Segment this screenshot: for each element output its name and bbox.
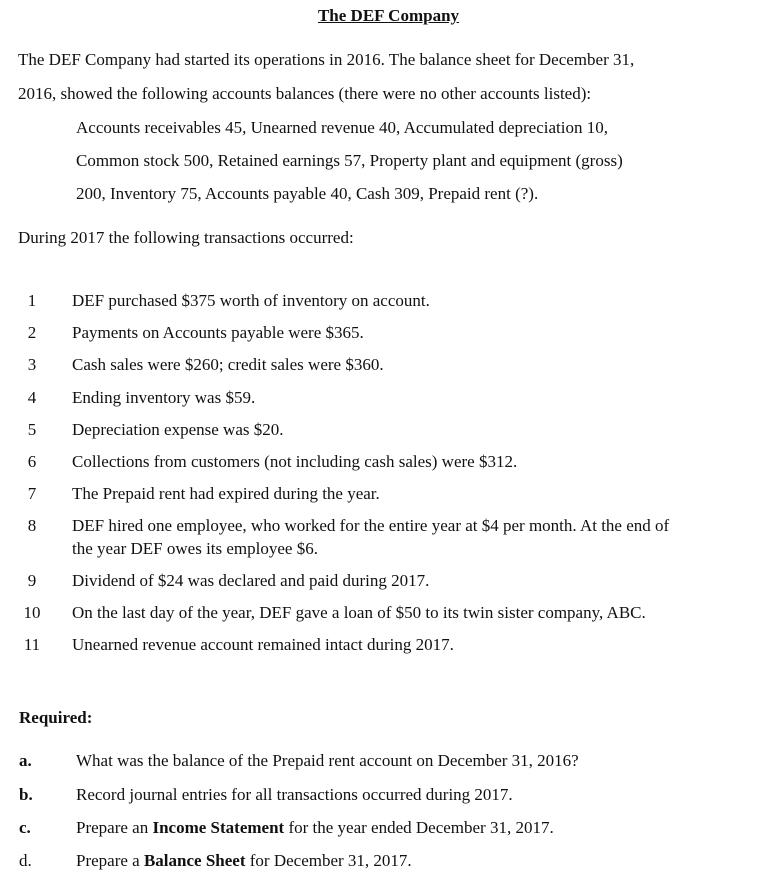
required-text-pre: Prepare a — [76, 851, 144, 870]
balances-line-1: Accounts receivables 45, Unearned revenue 40, Accumulated depreciation 10, — [76, 118, 608, 137]
transaction-text: Payments on Accounts payable were $365. — [72, 323, 364, 342]
document-title: The DEF Company — [317, 6, 460, 25]
transaction-text: DEF purchased $375 worth of inventory on account. — [72, 291, 430, 310]
required-text: Record journal entries for all transactions occurred during 2017. — [76, 785, 513, 804]
transaction-number: 7 — [27, 484, 37, 503]
transaction-number: 11 — [23, 635, 41, 654]
transaction-text: Collections from customers (not including cash sales) were $312. — [72, 452, 518, 471]
transaction-text: DEF hired one employee, who worked for the entire year at $4 per month. At the end of — [72, 516, 670, 535]
transaction-number: 8 — [27, 516, 37, 535]
transaction-number: 6 — [27, 452, 37, 471]
transaction-number: 2 — [27, 323, 37, 342]
intro-line-1: The DEF Company had started its operations in 2016. The balance sheet for December 31, — [18, 50, 635, 69]
required-label: a. — [19, 751, 32, 770]
required-text: What was the balance of the Prepaid rent account on December 31, 2016? — [76, 751, 579, 770]
transaction-text: Unearned revenue account remained intact during 2017. — [72, 635, 454, 654]
intro-line-2: 2016, showed the following accounts balances (there were no other accounts listed): — [18, 84, 592, 103]
balances-line-3: 200, Inventory 75, Accounts payable 40, Cash 309, Prepaid rent (?). — [76, 184, 539, 203]
required-text-pre: Prepare an — [76, 818, 153, 837]
income-statement-term: Income Statement — [152, 818, 285, 837]
required-label: d. — [19, 851, 32, 870]
required-text-post: for the year ended December 31, 2017. — [284, 818, 554, 837]
transaction-number: 1 — [27, 291, 37, 310]
transaction-text: Ending inventory was $59. — [72, 388, 256, 407]
transaction-number: 10 — [23, 603, 41, 622]
balance-sheet-term: Balance Sheet — [143, 851, 246, 870]
transactions-intro: During 2017 the following transactions occurred: — [18, 228, 354, 247]
transaction-number: 4 — [27, 388, 37, 407]
required-text — [76, 818, 554, 838]
required-label: c. — [19, 818, 31, 837]
required-label: b. — [19, 785, 33, 804]
balances-line-2: Common stock 500, Retained earnings 57, Property plant and equipment (gross) — [76, 151, 623, 170]
required-heading: Required: — [19, 708, 93, 727]
transaction-text: Dividend of $24 was declared and paid during 2017. — [72, 571, 430, 590]
transaction-number: 5 — [27, 420, 37, 439]
required-text — [76, 851, 412, 871]
transaction-number: 9 — [27, 571, 37, 590]
transaction-text: On the last day of the year, DEF gave a loan of $50 to its twin sister company, ABC. — [72, 603, 646, 622]
transaction-text: Depreciation expense was $20. — [72, 420, 284, 439]
transaction-text-continued: the year DEF owes its employee $6. — [72, 539, 318, 558]
required-text-post: for December 31, 2017. — [245, 851, 412, 870]
transaction-text: The Prepaid rent had expired during the year. — [72, 484, 380, 503]
transaction-number: 3 — [27, 355, 37, 374]
transaction-text: Cash sales were $260; credit sales were $360. — [72, 355, 384, 374]
